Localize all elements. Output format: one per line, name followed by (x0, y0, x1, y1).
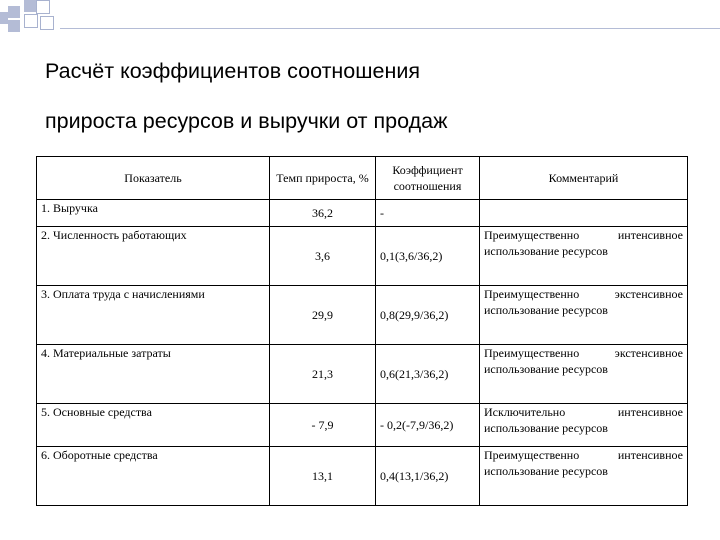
deco-square (8, 6, 20, 18)
row-comment: Преимущественно экстенсивное использование ресурсов (480, 345, 688, 404)
row-label: 6. Оборотные средства (37, 447, 270, 506)
row-growth-rate: 13,1 (270, 447, 376, 506)
title-line-2: прироста ресурсов и выручки от продаж (45, 109, 448, 133)
row-coefficient: 0,6(21,3/36,2) (376, 345, 480, 404)
table-row (37, 345, 688, 404)
row-coefficient: 0,4(13,1/36,2) (376, 447, 480, 506)
table-row (37, 200, 688, 227)
coefficients-table (36, 156, 688, 506)
row-comment: Преимущественно интенсивное использование ресурсов (480, 447, 688, 506)
row-growth-rate: 21,3 (270, 345, 376, 404)
deco-square (0, 12, 8, 24)
deco-square (8, 20, 20, 32)
title-line-1: Расчёт коэффициентов соотношения (45, 59, 420, 83)
row-comment: Преимущественно экстенсивное использование ресурсов (480, 286, 688, 345)
header-comment: Комментарий (480, 157, 688, 200)
table-row (37, 404, 688, 447)
row-growth-rate: 36,2 (270, 200, 376, 227)
table-row (37, 286, 688, 345)
deco-square (24, 0, 36, 12)
row-growth-rate: 29,9 (270, 286, 376, 345)
row-label: 1. Выручка (37, 200, 270, 227)
deco-square (24, 14, 38, 28)
deco-square (40, 16, 54, 30)
deco-square (36, 0, 50, 14)
page-title (45, 46, 685, 146)
header-coefficient: Коэффициент соотношения (376, 157, 480, 200)
table-row (37, 227, 688, 286)
header-growth-rate: Темп прироста, % (270, 157, 376, 200)
row-label: 2. Численность работающих (37, 227, 270, 286)
slide-decoration (0, 0, 720, 36)
row-comment: Исключительно интенсивное использование ресурсов (480, 404, 688, 447)
row-growth-rate: 3,6 (270, 227, 376, 286)
deco-line (60, 28, 720, 29)
row-comment (480, 200, 688, 227)
header-indicator: Показатель (37, 157, 270, 200)
row-coefficient: - 0,2(-7,9/36,2) (376, 404, 480, 447)
row-label: 3. Оплата труда с начислениями (37, 286, 270, 345)
row-growth-rate: - 7,9 (270, 404, 376, 447)
row-coefficient: 0,8(29,9/36,2) (376, 286, 480, 345)
table-row (37, 447, 688, 506)
row-coefficient: 0,1(3,6/36,2) (376, 227, 480, 286)
row-label: 4. Материальные затраты (37, 345, 270, 404)
row-label: 5. Основные средства (37, 404, 270, 447)
row-comment: Преимущественно интенсивное использование ресурсов (480, 227, 688, 286)
table-header-row (37, 157, 688, 200)
row-coefficient: - (376, 200, 480, 227)
